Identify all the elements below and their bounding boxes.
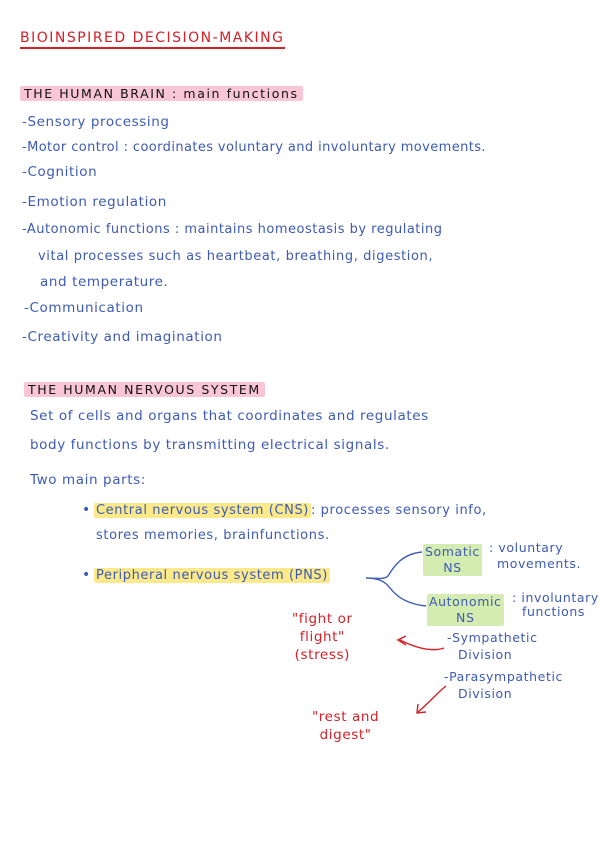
fight-line-3: (stress) xyxy=(294,647,350,663)
fight-line-2: flight" xyxy=(299,629,345,645)
sympathetic-label-1: -Sympathetic xyxy=(447,630,538,645)
autonomic-description-2: functions xyxy=(522,604,585,619)
cns-description-2: stores memories, brainfunctions. xyxy=(96,528,330,543)
brain-heading-text: THE HUMAN BRAIN : main functions xyxy=(20,86,303,101)
rest-line-1: "rest and xyxy=(312,709,380,725)
brain-item-autonomic-cont-2: and temperature. xyxy=(40,274,169,290)
parasympathetic-arrow-icon xyxy=(410,682,450,716)
somatic-box xyxy=(423,544,482,576)
parasympathetic-label-2: Division xyxy=(458,686,513,701)
sympathetic-label-2: Division xyxy=(458,647,513,662)
autonomic-label-2: NS xyxy=(456,610,475,625)
cns-bullet: • xyxy=(82,502,91,518)
brain-item-creativity: -Creativity and imagination xyxy=(22,329,223,345)
brain-item-autonomic-cont-1: vital processes such as heartbeat, breathing, digestion, xyxy=(38,249,434,264)
sympathetic-arrow-icon xyxy=(392,630,448,654)
fight-line-1: "fight or xyxy=(292,611,353,627)
rest-line-2: digest" xyxy=(319,727,372,743)
somatic-label-2: NS xyxy=(443,560,462,575)
autonomic-box xyxy=(427,594,504,626)
somatic-label-1: Somatic xyxy=(425,544,480,559)
brain-heading xyxy=(20,83,303,102)
nervous-heading-text: THE HUMAN NERVOUS SYSTEM xyxy=(24,382,265,397)
page-title: BIOINSPIRED DECISION-MAKING xyxy=(20,30,285,49)
nervous-definition-line-1: Set of cells and organs that coordinates and regulates xyxy=(30,408,429,424)
pns-bullet: • xyxy=(82,567,91,583)
pns-branch-bracket-icon xyxy=(362,548,432,610)
parasympathetic-label-1: -Parasympathetic xyxy=(444,669,563,684)
autonomic-label-1: Autonomic xyxy=(429,594,502,609)
fight-or-flight-note xyxy=(292,610,353,664)
somatic-description-1: : voluntary xyxy=(489,540,564,555)
cns-label: Central nervous system (CNS) xyxy=(96,503,309,518)
brain-item-communication: -Communication xyxy=(24,300,144,316)
cns-line xyxy=(94,503,487,518)
nervous-definition-line-2: body functions by transmitting electrical signals. xyxy=(30,437,390,453)
brain-item-sensory: -Sensory processing xyxy=(22,114,170,130)
autonomic-description-1: : involuntary xyxy=(512,590,599,605)
brain-item-autonomic: -Autonomic functions : maintains homeostasis by regulating xyxy=(22,222,443,237)
nervous-heading xyxy=(24,379,265,398)
pns-label: Peripheral nervous system (PNS) xyxy=(96,568,328,583)
brain-item-motor: -Motor control : coordinates voluntary and involuntary movements. xyxy=(22,140,486,155)
cns-description-1: : processes sensory info, xyxy=(310,503,487,518)
two-main-parts-label: Two main parts: xyxy=(30,472,146,488)
rest-and-digest-note xyxy=(312,708,379,744)
brain-item-emotion: -Emotion regulation xyxy=(22,194,167,210)
brain-item-cognition: -Cognition xyxy=(22,164,98,180)
somatic-description-2: movements. xyxy=(497,556,582,571)
pns-line xyxy=(94,568,330,583)
